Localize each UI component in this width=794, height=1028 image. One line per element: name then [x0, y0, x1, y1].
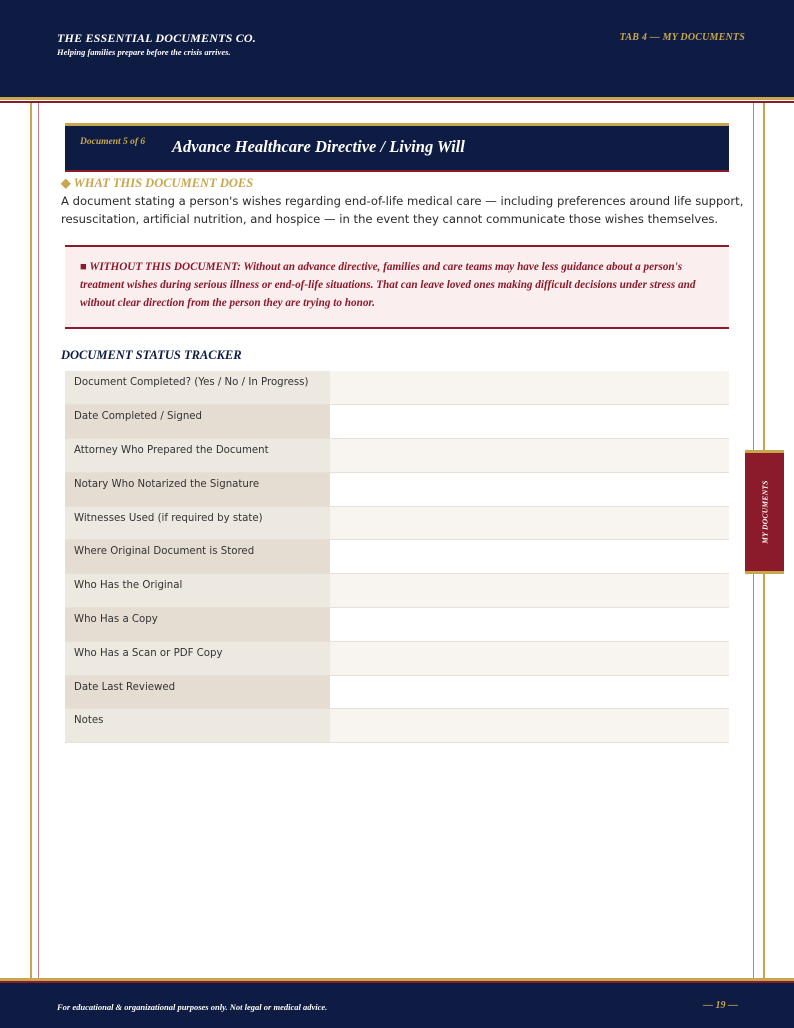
- tracker-field-label: Date Completed / Signed: [65, 405, 330, 439]
- table-row: [65, 439, 729, 473]
- tracker-field-value[interactable]: [330, 439, 729, 473]
- warning-text-block: [80, 258, 720, 312]
- table-row: [65, 371, 729, 405]
- tracker-field-value[interactable]: [330, 608, 729, 642]
- brand-title: THE ESSENTIAL DOCUMENTS CO.: [57, 31, 256, 45]
- tracker-field-label: Where Original Document is Stored: [65, 540, 330, 574]
- table-row: [65, 574, 729, 608]
- table-row: [65, 675, 729, 709]
- header-red-rule: [0, 101, 794, 103]
- tracker-field-label: Witnesses Used (if required by state): [65, 506, 330, 540]
- page-number: — 19 —: [703, 1000, 738, 1011]
- page-footer: [0, 983, 794, 1028]
- table-row: [65, 472, 729, 506]
- table-row: [65, 540, 729, 574]
- tab-label: TAB 4 — MY DOCUMENTS: [619, 32, 745, 43]
- tracker-field-label: Date Last Reviewed: [65, 675, 330, 709]
- diamond-icon: ◆: [61, 176, 71, 190]
- document-title: Advance Healthcare Directive / Living Will: [172, 137, 465, 156]
- tracker-field-value[interactable]: [330, 574, 729, 608]
- tracker-field-value[interactable]: [330, 540, 729, 574]
- what-this-document-does-heading: [61, 175, 253, 191]
- warning-text: WITHOUT THIS DOCUMENT: Without an advance directive, families and care teams may have less guidance about a person's treatment wishes during serious illness or end-of-life situations. That can leave loved ones making difficult decisions under stress and without clear direction from the person they are trying to honor.: [80, 261, 696, 309]
- table-row: [65, 506, 729, 540]
- document-title-banner: [65, 123, 729, 172]
- tracker-field-value[interactable]: [330, 472, 729, 506]
- table-row: [65, 608, 729, 642]
- tracker-field-value[interactable]: [330, 405, 729, 439]
- tracker-field-label: Who Has a Copy: [65, 608, 330, 642]
- frame-left-gold-line: [30, 103, 32, 979]
- frame-left-red-line: [38, 103, 39, 979]
- tracker-field-value[interactable]: [330, 709, 729, 743]
- document-counter: Document 5 of 6: [80, 137, 146, 147]
- tracker-field-label: Who Has a Scan or PDF Copy: [65, 641, 330, 675]
- warning-callout: [65, 245, 729, 329]
- brand-tagline: Helping families prepare before the crisis arrives.: [57, 47, 231, 57]
- header-gold-rule: [0, 97, 794, 100]
- what-this-document-does-body: A document stating a person's wishes regarding end-of-life medical care — including preferences around life support, resuscitation, artificial nutrition, and hospice — in the event they cannot communicate those wishes themselves.: [61, 194, 744, 226]
- status-tracker-table: [65, 371, 729, 743]
- tracker-field-label: Attorney Who Prepared the Document: [65, 439, 330, 473]
- side-tab-label: MY DOCUMENTS: [760, 480, 769, 544]
- table-row: [65, 405, 729, 439]
- tracker-field-label: Who Has the Original: [65, 574, 330, 608]
- tracker-field-value[interactable]: [330, 371, 729, 405]
- tracker-field-label: Document Completed? (Yes / No / In Progress): [65, 371, 330, 405]
- what-heading-text: WHAT THIS DOCUMENT DOES: [73, 176, 254, 190]
- page-header: [0, 0, 794, 97]
- tracker-field-label: Notes: [65, 709, 330, 743]
- side-tab-my-documents[interactable]: [745, 450, 784, 574]
- status-tracker-heading: DOCUMENT STATUS TRACKER: [61, 348, 242, 362]
- table-row: [65, 641, 729, 675]
- footer-disclaimer: For educational & organizational purposes only. Not legal or medical advice.: [57, 1002, 328, 1012]
- table-row: [65, 709, 729, 743]
- tracker-field-value[interactable]: [330, 506, 729, 540]
- tracker-field-label: Notary Who Notarized the Signature: [65, 472, 330, 506]
- tracker-field-value[interactable]: [330, 641, 729, 675]
- tracker-field-value[interactable]: [330, 675, 729, 709]
- square-bullet-icon: ■: [80, 261, 87, 273]
